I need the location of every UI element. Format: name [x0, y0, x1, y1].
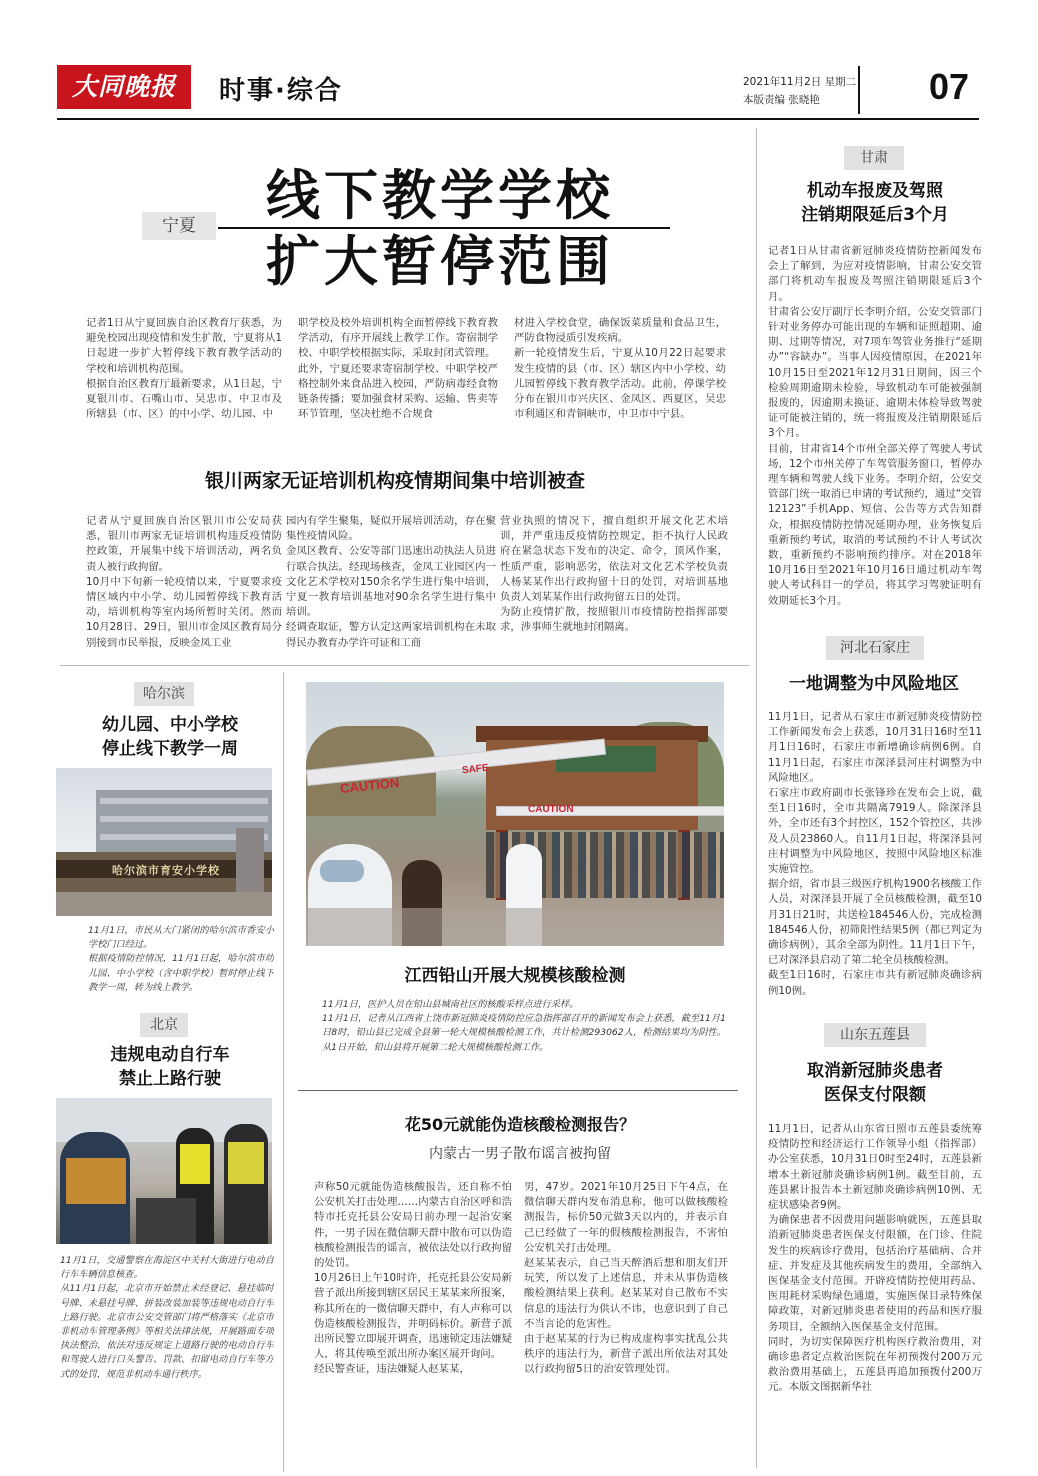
lead-body-col1: 记者1日从宁夏回族自治区教育厅获悉，为避免校园出现疫情和发生扩散，宁夏将从1日起进一步扩大暂停线下教育教学活动的学校和培训机构范围。 根据自治区教育厅最新要求，从1日起，宁夏银川市、石嘴山市、吴忠市、中卫市及所辖县（市、区）的中小学、幼儿园、中: [86, 317, 282, 421]
harbin-caption: 11月1日，市民从大门紧闭的哈尔滨市香安小学校门口经过。 根据疫情防控情况，11月1日起，哈尔滨市幼儿园、中小学校（含中职学校）暂时停止线下教学一周，转为线上教学。: [88, 925, 274, 993]
lead-body-col3: 材进入学校食堂，确保饭菜质量和食品卫生，严防食物浸质引发疾病。 新一轮疫情发生后，宁夏从10月22日起要求发生疫情的县（市、区）辖区内中小学校、幼儿园暂停线下教育教学活动。此前，停课学校分布在银川市兴庆区、金凤区、西夏区，吴忠市利通区和青铜峡市，中卫市中宁县。: [514, 317, 726, 421]
shandong-body: 11月1日，记者从山东省日照市五莲县委统筹疫情防控和经济运行工作领导小组（指挥部）办公室获悉，10月31日0时至24时，五莲县新增本土新冠肺炎确诊病例1例。截至目前，五莲县累计报告本土新冠肺炎确诊病例10例、无症状感染者9例。 为确保患者不因费用问题影响就医，五莲县取消新冠肺炎患者医保支付限额，在门诊、住院发生的疾病诊疗费用，包括治疗基础病、合并症、并发症及其他疾病发生的费用，全部纳入医保基金支付范围。开辟疫情防控使用药品、医用耗材采购绿色通道，实施医保目录特殊保障政策，对新冠肺炎患者使用的药品和医疗服务项目，全额纳入医保基金支付范围。 同时，为切实保障医疗机构医疗救治费用，对确诊患者定点救治医院在年初预拨付200万元救治费用基础上，五莲县再追加预拨付200万元。本版文图据新华社: [768, 1123, 982, 1394]
beijing-title-line2: 禁止上路行驶: [119, 1069, 221, 1089]
harbin-photo-sign: 哈尔滨市育安小学校: [112, 864, 220, 877]
logo-text: 大同晚报: [71, 72, 176, 101]
beijing-title-line1: 违规电动自行车: [110, 1045, 230, 1065]
gansu-title-line1: 机动车报废及驾照: [807, 181, 943, 201]
innermongolia-subtitle: 内蒙古一男子散布谣言被拘留: [429, 1146, 611, 1162]
lead-title-line2: 扩大暂停范围: [266, 230, 614, 293]
harbin-title-line2: 停止线下教学一周: [102, 739, 238, 759]
hebei-title: 一地调整为中风险地区: [789, 674, 959, 694]
masthead-divider-v: [858, 66, 860, 114]
gansu-title-line2: 注销期限延后3个月: [801, 205, 949, 225]
jiangxi-photo: [306, 682, 724, 946]
masthead-date: 2021年11月2日 星期二: [743, 76, 857, 88]
region-tag-hebei: 河北石家庄: [826, 636, 924, 660]
shandong-title-line1: 取消新冠肺炎患者: [807, 1061, 943, 1081]
jiangxi-photo-caution-left: CAUTION: [339, 774, 400, 797]
column-separator: [283, 672, 284, 1472]
region-tag-ningxia: 宁夏: [142, 212, 216, 240]
region-tag-shandong: 山东五莲县: [824, 1023, 926, 1047]
shandong-title-line2: 医保支付限额: [824, 1085, 926, 1105]
masthead: [57, 62, 979, 118]
beijing-photo: [56, 1098, 272, 1244]
harbin-title-line1: 幼儿园、中小学校: [102, 715, 238, 735]
region-tag-gansu: 甘肃: [844, 146, 904, 170]
innermongolia-body-col1: 声称50元就能伪造核酸报告，还自称不怕公安机关打击处理……内蒙古自治区呼和浩特市托克托县公安局日前办理一起治安案件，一男子因在微信聊天群中散布可以伪造核酸检测报告的谣言，被依法处以行政拘留的处罚。 10月26日上午10时许，托克托县公安局新营子派出所接到辖区居民王某某来所报案，称其所在的一微信聊天群中，有人声称可以伪造核酸检测报告，并明码标价。新营子派出所民警立即展开调查，迅速锁定违法嫌疑人，将其传唤至派出所办案区展开询问。 经民警查证，违法嫌疑人赵某某，: [314, 1181, 512, 1376]
region-tag-harbin: 哈尔滨: [134, 682, 194, 706]
beijing-caption: 11月1日，交通警察在海淀区中关村大街进行电动自行车车辆信息核查。 从11月1日起，北京市开始禁止未经登记、悬挂临时号牌、未悬挂号牌、拼装改装加装等违规电动自行车上路行驶。北京市公安交管部门将严格落实《北京市非机动车管理条例》等相关法律法规，开展路面专项执法整治，依法对违反规定上道路行驶的电动自行车和驾驶人进行口头警告、罚款、扣留电动自行车等方式的处罚，规范非机动车通行秩序。: [60, 1255, 274, 1380]
jiangxi-title: 江西铅山开展大规模核酸检测: [404, 966, 626, 986]
logo: [57, 65, 191, 109]
jiangxi-photo-safe: SAFE: [461, 762, 490, 777]
section-title: 时事·综合: [219, 76, 343, 106]
innermongolia-title: 花50元就能伪造核酸检测报告？: [404, 1115, 636, 1134]
lead-title-line1: 线下教学学校: [266, 164, 614, 227]
gansu-body: 记者1日从甘肃省新冠肺炎疫情防控新闻发布会上了解到，为应对疫情影响，甘肃公安交管部门将机动车报废及驾照注销期限延后3个月。 甘肃省公安厅副厅长李明介绍，公安交管部门针对业务停办可能出现的车辆和证照超期、逾期、过期等情况，对7项车驾管业务推行“延期办”“容缺办”。当事人因疫情原因，在2021年10月15日至2021年12月31日期间，因三个检验周期逾期未检验，导致机动车可能被强制报废的，因逾期未换证、逾期未体检导致驾驶证可能被注销的，统一将报废及注销期限延后3个月。 目前，甘肃省14个市州全部关停了驾驶人考试场，12个市州关停了车驾管服务窗口，暂停办理车辆和驾驶人线下业务。李明介绍，公安交管部门统一取消已申请的考试预约，通过“交管12123”手机App、短信、公告等方式告知群众，根据疫情防控情况延期办理，业务恢复后重新预约考试，取消的考试预约不计人考试次数，重新预约不影响预约排序。对在2018年10月16日至2021年10月16日通过机动车驾驶人考试科目一的学员，将其学习驾驶证明有效期延长3个月。: [768, 245, 982, 607]
column-separator: [756, 128, 757, 1468]
section-divider: [60, 665, 750, 666]
lead-body-col2: 职学校及校外培训机构全面暂停线下教育教学活动，有序开展线上教学工作。寄宿制学校、中职学校根据实际，采取封闭式管理。 此外，宁夏还要求寄宿制学校、中职学校严格控制外来食品进入校园，严防病毒经食物链条传播；要加强食材采购、运输、售卖等环节管理，坚决杜绝不合规食: [298, 317, 498, 421]
yinchuan-body-col3: 营业执照的情况下，擅自组织开展文化艺术培训，并严重违反疫情防控规定，拒不执行人民政府在紧急状态下发布的决定、命令，顶风作案，性质严重，影响恶劣，依法对文化艺术学校负责人杨某某作出行政拘留十日的处罚，对培训基地负责人刘某某作出行政拘留五日的处罚。 为防止疫情扩散，按照银川市疫情防控指挥部要求，涉事师生就地封闭隔离。: [500, 515, 728, 634]
yinchuan-body-col2: 园内有学生聚集，疑似开展培训活动，存在聚集性疫情风险。 金凤区教育、公安等部门迅速出动执法人员进行联合执法。经现场核查，金凤工业园区内一文化艺术学校对150余名学生进行集中培训，宁夏一教育培训基地对90余名学生进行集中培训。 经调查取证，警方认定这两家培训机构在未取得民办教育办学许可证和工商: [286, 515, 496, 649]
lead-title-rule: [218, 227, 670, 229]
innermongolia-body-col2: 男，47岁。2021年10月25日下午4点，在微信聊天群内发布消息称，他可以做核酸检测报告，标价50元做3天以内的，并表示自己已经做了一年的假核酸检测报告，不害怕公安机关打击处理。 赵某某表示，自己当天醉酒后想和朋友们开玩笑，所以发了上述信息，并未从事伪造核酸检测结果上获利。赵某某对自己散布不实信息的违法行为供认不讳，也意识到了自己不当言论的危害性。 由于赵某某的行为已构成虚构事实扰乱公共秩序的违法行为，新营子派出所依法对其处以行政拘留5日的治安管理处罚。: [524, 1181, 728, 1376]
region-tag-beijing: 北京: [140, 1013, 188, 1037]
masthead-editor: 本版责编 张晓艳: [743, 94, 820, 106]
hebei-body: 11月1日，记者从石家庄市新冠肺炎疫情防控工作新闻发布会上获悉，10月31日16时至11月1日16时，石家庄市新增确诊病例6例。自11月1日起，石家庄市深泽县河庄村调整为中风险地区。 石家庄市政府副市长张锋珍在发布会上说，截至1日16时，全市共隔离7919人。除深泽县外，全市还有3个封控区，152个管控区，共涉及人员23860人。自11月1日起，将深泽县河庄村调整为中风险地区，按照中风险地区标准实施管控。 据介绍，省市县三级医疗机构1900名核酸工作人员，对深泽县开展了全员核酸检测，截至10月31日21时，共送检184546人份，完成检测184546人份，初筛阳性结果5例（都已判定为确诊病例），其余全部为阴性。11月1日下午，已对深泽县启动了第二轮全员核酸检测。 截至1日16时，石家庄市共有新冠肺炎确诊病例10例。: [768, 711, 982, 997]
page-number: 07: [929, 66, 970, 107]
masthead-rule: [57, 118, 979, 120]
section-divider: [298, 1090, 738, 1091]
yinchuan-body-col1: 记者从宁夏回族自治区银川市公安局获悉，银川市两家无证培训机构违反疫情防控政策，开展集中线下培训活动，两名负责人被行政拘留。 10月中下旬新一轮疫情以来，宁夏要求疫情区域内中小学、幼儿园暂停线下教育活动，培训机构等室内场所暂时关闭。然而10月28日、29日，银川市金凤区教育局分别接到市民举报，反映金凤工业: [86, 515, 282, 649]
jiangxi-photo-caution-right: CAUTION: [528, 804, 574, 815]
jiangxi-caption: 11月1日，医护人员在铅山县城南社区的核酸采样点进行采样。 11月1日，记者从江西省上饶市新冠肺炎疫情防控应急指挥部召开的新闻发布会上获悉，截至11月1日8时，铅山县已完成全县第一轮大规模核酸检测工作，共计检测293062人，检测结果均为阴性。从1日开始，铅山县将开展第二轮大规模核酸检测工作。: [322, 999, 726, 1053]
harbin-photo: [56, 768, 272, 916]
yinchuan-title: 银川两家无证培训机构疫情期间集中培训被查: [204, 470, 585, 492]
